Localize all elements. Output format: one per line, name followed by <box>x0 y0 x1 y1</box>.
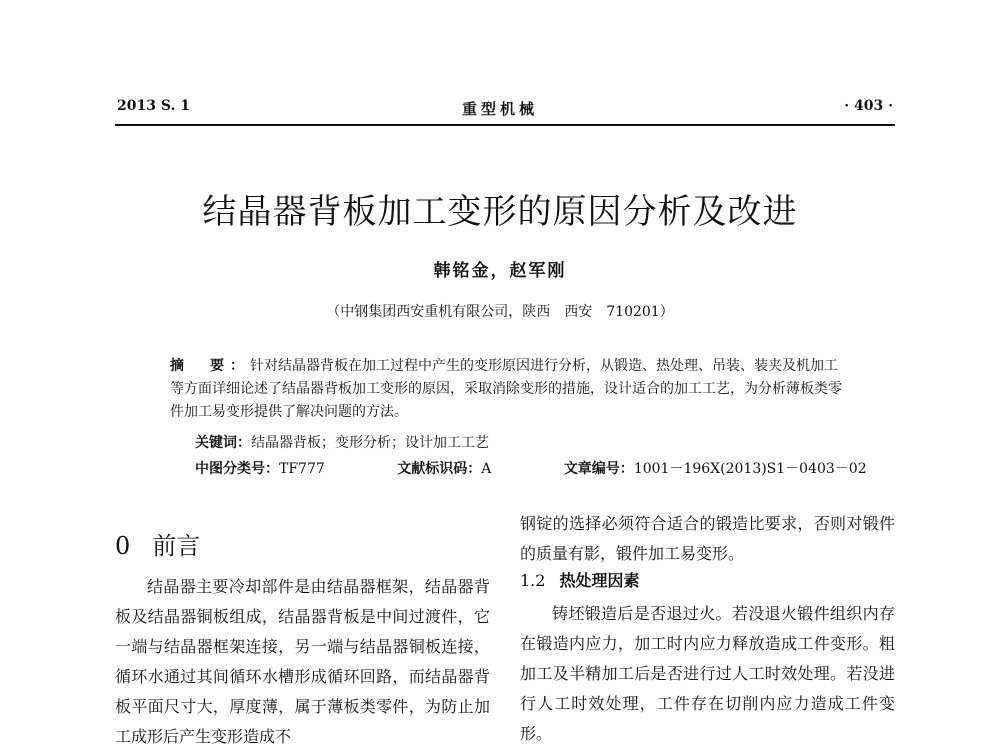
article-number: 文章编号：1001－196X(2013)S1－0403－02 <box>563 461 867 477</box>
paper-title: 结晶器背板加工变形的原因分析及改进 <box>202 192 798 232</box>
running-header-journal: 重型机械 <box>461 100 538 118</box>
paper-authors: 韩铭金，赵军刚 <box>433 261 567 281</box>
section-heading-preface <box>115 526 200 561</box>
document-code: 文献标识码：A <box>397 461 492 477</box>
keywords-text: 结晶器背板；变形分析；设计加工工艺 <box>251 435 489 451</box>
abstract <box>170 355 842 424</box>
section-number: 0 <box>115 532 131 560</box>
keywords <box>195 432 489 452</box>
running-header-issue: 2013 S. 1 <box>117 98 190 114</box>
classification-line <box>195 458 935 478</box>
preface-paragraph: 结晶器主要冷却部件是由结晶器框架，结晶器背板及结晶器铜板组成，结晶器背板是中间过渡件，它一端与结晶器框架连接，另一端与结晶器铜板连接，循环水通过其间循环水槽形成循环回路，而结晶器背板平面尺寸大，厚度薄，属于薄板类零件，为防止加工成形后产生变形造成不 <box>115 577 490 746</box>
abstract-text: 针对结晶器背板在加工过程中产生的变形原因进行分析，从锻造、热处理、吊装、装夹及机加工等方面详细论述了结晶器背板加工变形的原因，采取消除变形的措施，设计适合的加工工艺，为分析薄板类零件加工易变形提供了解决问题的方法。 <box>170 358 842 420</box>
subsection-title: 热处理因素 <box>559 571 640 590</box>
heat-treatment-paragraph: 铸坯锻造后是否退过火。若没退火锻件组织内存在锻造内应力，加工时内应力释放造成工件变形。粗加工及半精加工后是否进行过人工时效处理。若没进行人工时效处理，工件存在切削内应力造成工件变形。 <box>520 604 895 743</box>
abstract-label: 摘 要： <box>170 358 250 374</box>
subsection-number: 1.2 <box>520 571 546 590</box>
keywords-label: 关键词： <box>195 435 251 451</box>
section-title: 前言 <box>152 532 201 560</box>
running-header-page-number: · 403 · <box>844 98 893 114</box>
header-rule <box>115 124 895 126</box>
continued-paragraph: 钢锭的选择必须符合适合的锻造比要求，否则对锻件的质量有影，锻件加工易变形。 <box>520 514 895 563</box>
paper-affiliation: （中钢集团西安重机有限公司，陕西 西安 710201） <box>326 304 674 320</box>
subsection-heading-heat-treatment <box>520 568 639 591</box>
clc-code: 中图分类号：TF777 <box>195 461 325 477</box>
